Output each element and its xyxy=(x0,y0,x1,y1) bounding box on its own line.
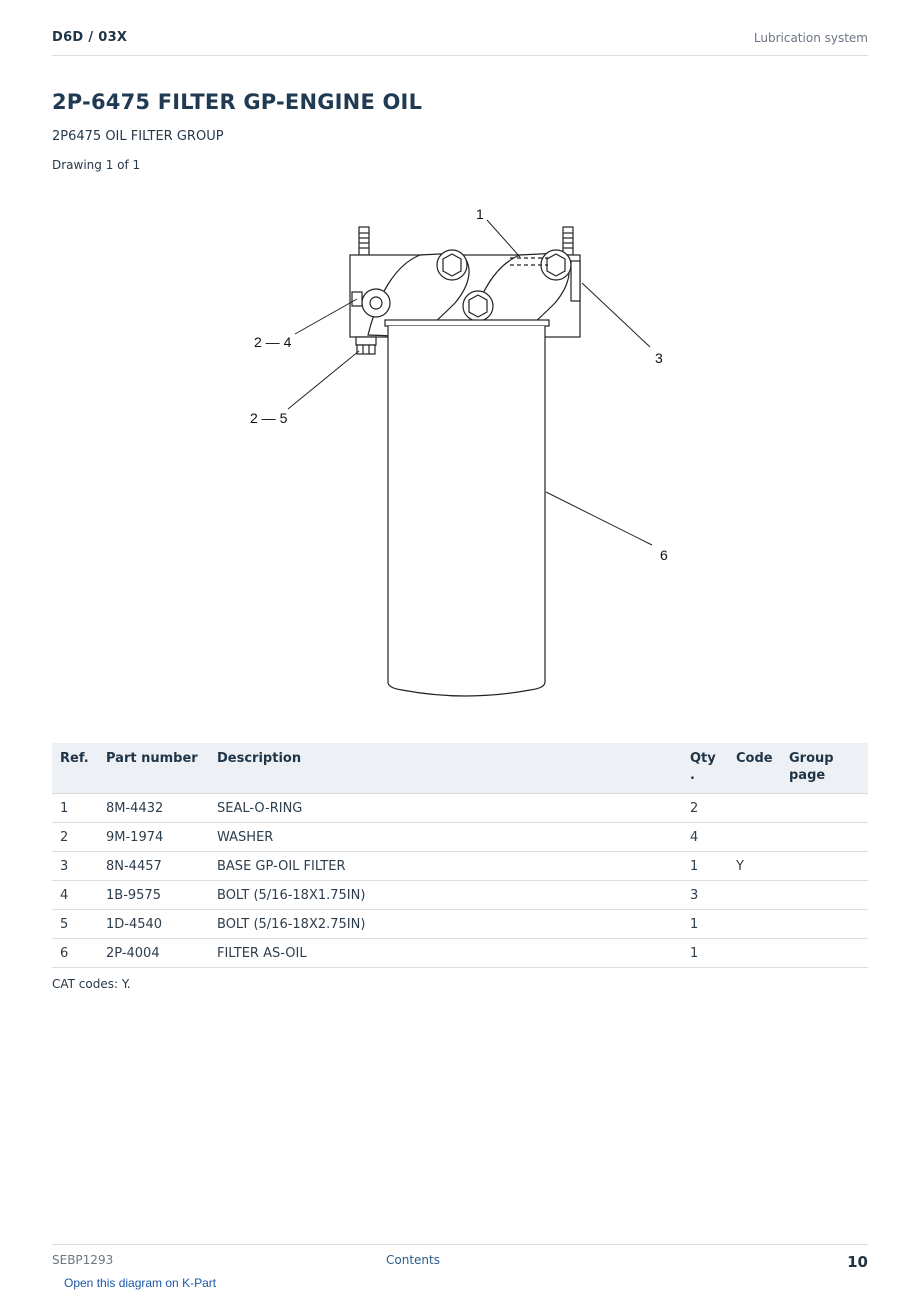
kpart-link[interactable]: Open this diagram on K-Part xyxy=(64,1276,217,1290)
filter-canister xyxy=(388,326,545,696)
parts-table xyxy=(52,743,868,968)
cell-qty: 1 xyxy=(682,910,728,939)
cell-code xyxy=(728,794,781,823)
oil-filter-diagram xyxy=(230,195,690,705)
callout-2-4: 2 — 4 xyxy=(254,334,292,350)
cell-qty: 2 xyxy=(682,794,728,823)
col-part-number: Part number xyxy=(98,743,209,794)
cell-code xyxy=(728,881,781,910)
cell-desc: FILTER AS-OIL xyxy=(209,939,682,968)
cell-ref: 6 xyxy=(52,939,98,968)
col-ref: Ref. xyxy=(52,743,98,794)
cell-ref: 5 xyxy=(52,910,98,939)
page-title: 2P-6475 FILTER GP-ENGINE OIL xyxy=(52,90,423,114)
drawing-label: Drawing 1 of 1 xyxy=(52,158,141,172)
cell-group xyxy=(781,794,868,823)
cell-group xyxy=(781,852,868,881)
cell-code xyxy=(728,823,781,852)
cell-ref: 3 xyxy=(52,852,98,881)
callout-6: 6 xyxy=(660,547,668,563)
cat-codes-note: CAT codes: Y. xyxy=(52,977,131,991)
cell-part: 9M-1974 xyxy=(98,823,209,852)
col-description: Description xyxy=(209,743,682,794)
cell-desc: SEAL-O-RING xyxy=(209,794,682,823)
page-footer xyxy=(52,1244,868,1274)
table-row xyxy=(52,881,868,910)
contents-link[interactable]: Contents xyxy=(386,1253,440,1267)
cell-group xyxy=(781,939,868,968)
cell-ref: 1 xyxy=(52,794,98,823)
cell-part: 8M-4432 xyxy=(98,794,209,823)
table-row xyxy=(52,939,868,968)
col-qty-line2: . xyxy=(690,768,695,783)
col-qty-line1: Qty xyxy=(690,751,716,766)
cell-part: 1B-9575 xyxy=(98,881,209,910)
cell-part: 8N-4457 xyxy=(98,852,209,881)
page-number: 10 xyxy=(847,1253,868,1271)
cell-group xyxy=(781,910,868,939)
bolt-head xyxy=(463,291,493,321)
callout-2-5: 2 — 5 xyxy=(250,410,288,426)
table-header-row xyxy=(52,743,868,794)
table-row xyxy=(52,794,868,823)
right-stud xyxy=(563,227,573,255)
cell-ref: 2 xyxy=(52,823,98,852)
cell-part: 2P-4004 xyxy=(98,939,209,968)
col-group-page xyxy=(781,743,868,794)
cell-desc: BOLT (5/16-18X1.75IN) xyxy=(209,881,682,910)
cell-qty: 1 xyxy=(682,939,728,968)
cell-desc: BASE GP-OIL FILTER xyxy=(209,852,682,881)
document-number: SEBP1293 xyxy=(52,1253,114,1267)
cell-desc: BOLT (5/16-18X2.75IN) xyxy=(209,910,682,939)
table-row xyxy=(52,910,868,939)
cell-code xyxy=(728,939,781,968)
cell-qty: 3 xyxy=(682,881,728,910)
table-row xyxy=(52,852,868,881)
breadcrumb: D6D / 03X xyxy=(52,30,128,45)
page-header xyxy=(52,28,868,56)
col-qty xyxy=(682,743,728,794)
cell-qty: 1 xyxy=(682,852,728,881)
callout-1: 1 xyxy=(476,206,484,222)
cell-part: 1D-4540 xyxy=(98,910,209,939)
cell-group xyxy=(781,823,868,852)
table-row xyxy=(52,823,868,852)
cell-code xyxy=(728,910,781,939)
cell-qty: 4 xyxy=(682,823,728,852)
col-group-line2: page xyxy=(789,768,826,783)
cell-desc: WASHER xyxy=(209,823,682,852)
col-code: Code xyxy=(728,743,781,794)
bolt-head xyxy=(437,250,467,280)
callout-3: 3 xyxy=(655,350,663,366)
cell-code: Y xyxy=(728,852,781,881)
group-subtitle: 2P6475 OIL FILTER GROUP xyxy=(52,129,224,144)
section-name: Lubrication system xyxy=(753,31,868,45)
col-group-line1: Group xyxy=(789,751,834,766)
left-stud xyxy=(359,227,369,255)
cell-group xyxy=(781,881,868,910)
bolt-head xyxy=(362,289,390,317)
cell-ref: 4 xyxy=(52,881,98,910)
